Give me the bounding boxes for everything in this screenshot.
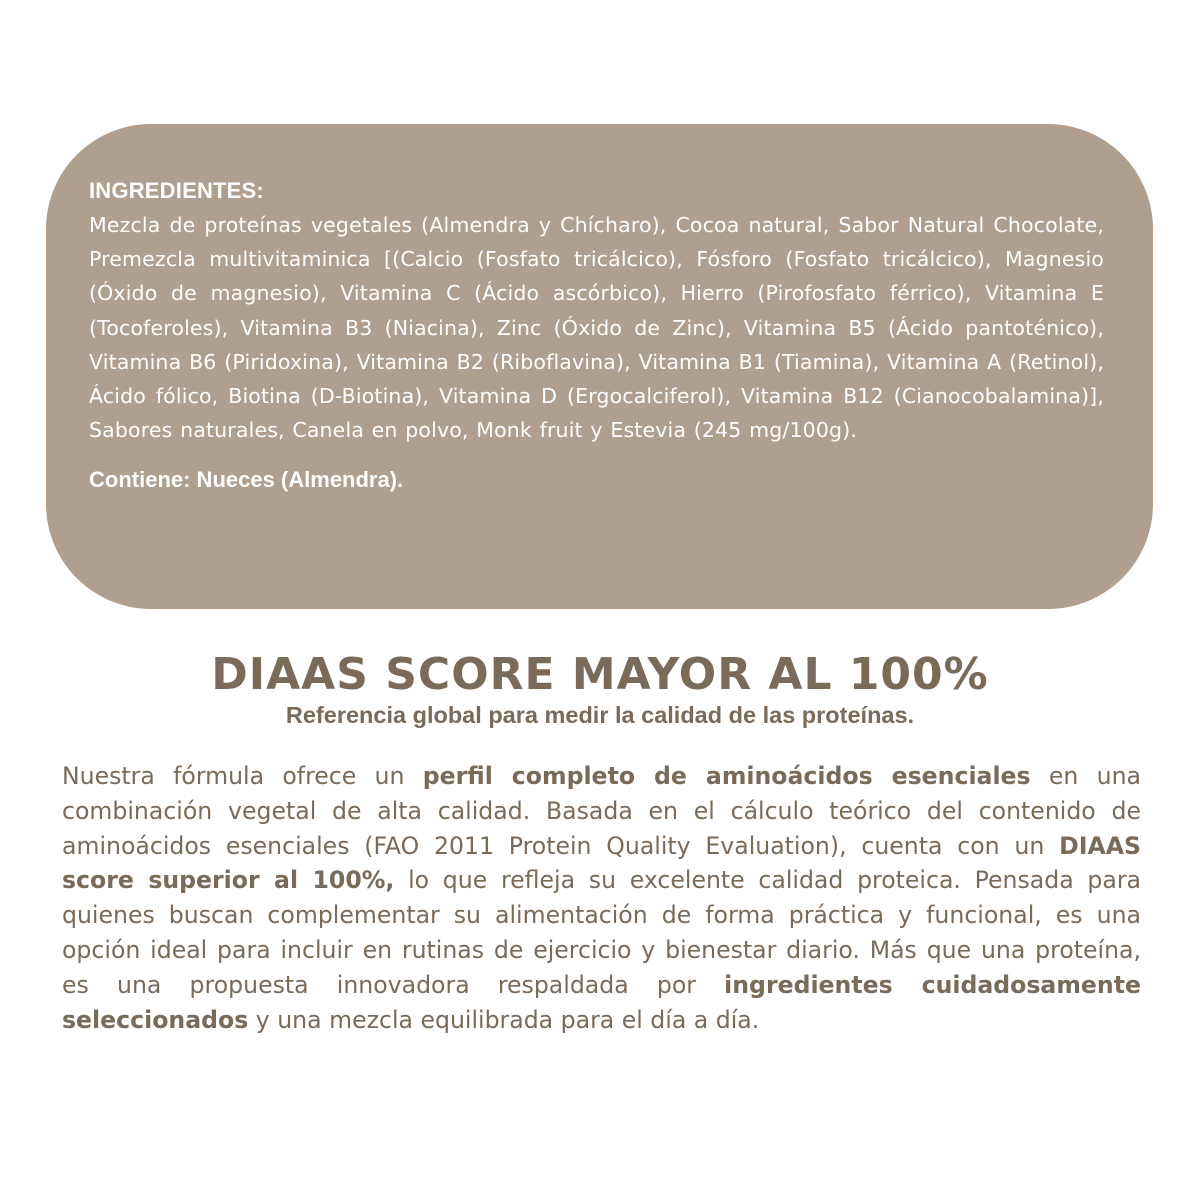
description-highlight: DIAAS score superior al 100%, [62,831,1141,895]
description-highlight: perfil completo de aminoácidos esenciales [422,762,1031,790]
description-text: en una combinación vegetal de alta calidad. Basada en el cálculo teórico del contenido de aminoácidos esenciales (FAO 2011 Protein Quality Evaluation), cuenta con un [62,762,1141,860]
ingredients-panel [46,124,1153,609]
diaas-heading: DIAAS SCORE MAYOR AL 100% [211,649,989,700]
description-highlight: ingredientes cuidadosamente seleccionados [62,970,1141,1034]
allergen-notice: Contiene: Nueces (Almendra). [89,467,404,493]
ingredients-title: INGREDIENTES: [89,178,264,203]
diaas-subheading: Referencia global para medir la calidad de las proteínas. [285,702,915,728]
ingredients-list: Mezcla de proteínas vegetales (Almendra y Chícharo), Cocoa natural, Sabor Natural Chocolate, Premezcla multivitaminica [(Calcio (Fosfato tricálcico), Fósforo (Fosfato tricálcico), Magnesio (Óxido de magnesio), Vitamina C (Ácido ascórbico), Hierro (Pirofosfato férrico), Vitamina E (Tocoferoles), Vitamina B3 (Niacina), Zinc (Óxido de Zinc), Vitamina B5 (Ácido pantoténico), Vitamina B6 (Piridoxina), Vitamina B2 (Riboflavina), Vitamina B1 (Tiamina), Vitamina A (Retinol), Ácido fólico, Biotina (D-Biotina), Vitamina D (Ergocalciferol), Vitamina B12 (Cianocobalamina)], Sabores naturales, Canela en polvo, Monk fruit y Estevia (245 mg/100g). [89,213,1104,443]
description-text: lo que refleja su excelente calidad proteica. Pensada para quienes buscan complementar su alimentación de forma práctica y funcional, es una opción ideal para incluir en rutinas de ejercicio y bienestar diario. Más que una proteína, es una propuesta innovadora respaldada por [62,866,1141,999]
product-description [62,759,1141,1037]
description-text: Nuestra fórmula ofrece un [62,762,423,790]
description-text: y una mezcla equilibrada para el día a día. [248,1005,760,1034]
